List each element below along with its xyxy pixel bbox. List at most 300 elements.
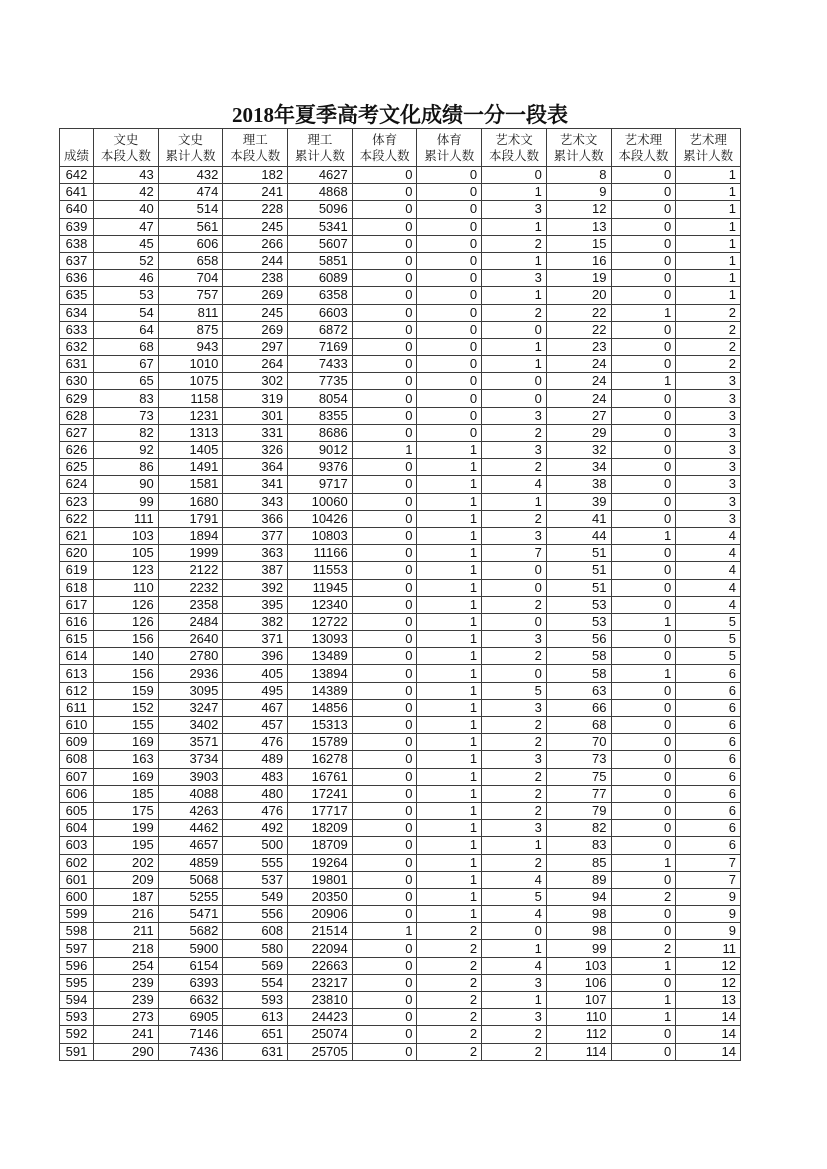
cell-value: 269 <box>223 321 288 338</box>
cell-value: 5682 <box>158 923 223 940</box>
cell-value: 556 <box>223 906 288 923</box>
cell-value: 47 <box>94 218 159 235</box>
cell-value: 6 <box>676 768 741 785</box>
cell-value: 2780 <box>158 648 223 665</box>
cell-value: 6 <box>676 682 741 699</box>
column-header-group-label: 理工 <box>242 132 268 147</box>
cell-value: 68 <box>94 338 159 355</box>
cell-value: 297 <box>223 338 288 355</box>
cell-value: 1 <box>611 373 676 390</box>
cell-value: 2 <box>482 459 547 476</box>
table-row <box>60 562 741 579</box>
cell-value: 5068 <box>158 871 223 888</box>
cell-value: 14389 <box>288 682 353 699</box>
score-distribution-table <box>59 128 741 1061</box>
cell-value: 382 <box>223 613 288 630</box>
cell-score: 595 <box>60 974 94 991</box>
cell-score: 637 <box>60 252 94 269</box>
cell-value: 6 <box>676 699 741 716</box>
cell-value: 363 <box>223 545 288 562</box>
cell-value: 0 <box>352 527 417 544</box>
cell-value: 1 <box>676 270 741 287</box>
cell-value: 2 <box>482 648 547 665</box>
cell-value: 0 <box>352 424 417 441</box>
cell-value: 7146 <box>158 1026 223 1043</box>
cell-value: 1 <box>676 287 741 304</box>
cell-score: 620 <box>60 545 94 562</box>
cell-value: 3095 <box>158 682 223 699</box>
cell-value: 3 <box>676 407 741 424</box>
cell-value: 70 <box>546 734 611 751</box>
cell-value: 19801 <box>288 871 353 888</box>
cell-value: 0 <box>417 373 482 390</box>
cell-score: 609 <box>60 734 94 751</box>
column-header-metric-label: 累计人数 <box>683 148 734 163</box>
cell-value: 1 <box>676 218 741 235</box>
cell-value: 1 <box>417 631 482 648</box>
cell-value: 22 <box>546 304 611 321</box>
cell-value: 1 <box>417 785 482 802</box>
table-row <box>60 184 741 201</box>
cell-value: 0 <box>611 235 676 252</box>
cell-value: 6 <box>676 802 741 819</box>
cell-score: 599 <box>60 906 94 923</box>
cell-value: 1 <box>611 1009 676 1026</box>
cell-value: 2 <box>676 338 741 355</box>
cell-value: 12340 <box>288 596 353 613</box>
cell-value: 0 <box>417 287 482 304</box>
cell-value: 608 <box>223 923 288 940</box>
cell-value: 1 <box>417 717 482 734</box>
cell-value: 302 <box>223 373 288 390</box>
table-row <box>60 545 741 562</box>
cell-value: 0 <box>611 252 676 269</box>
column-header-2 <box>158 129 223 167</box>
cell-value: 5607 <box>288 235 353 252</box>
table-row <box>60 1009 741 1026</box>
column-header-group-label: 文史 <box>178 132 204 147</box>
table-row <box>60 407 741 424</box>
cell-value: 0 <box>611 734 676 751</box>
cell-value: 0 <box>611 717 676 734</box>
table-row <box>60 287 741 304</box>
cell-value: 1 <box>482 252 547 269</box>
column-header-metric-label: 累计人数 <box>165 148 216 163</box>
cell-score: 605 <box>60 802 94 819</box>
cell-value: 2232 <box>158 579 223 596</box>
cell-value: 241 <box>94 1026 159 1043</box>
cell-value: 0 <box>352 957 417 974</box>
cell-value: 4 <box>676 562 741 579</box>
cell-value: 0 <box>417 184 482 201</box>
cell-value: 1 <box>611 527 676 544</box>
cell-value: 4 <box>676 527 741 544</box>
cell-value: 474 <box>158 184 223 201</box>
cell-value: 0 <box>352 321 417 338</box>
cell-value: 4263 <box>158 802 223 819</box>
cell-value: 52 <box>94 252 159 269</box>
cell-value: 0 <box>352 167 417 184</box>
table-row <box>60 665 741 682</box>
cell-value: 110 <box>546 1009 611 1026</box>
cell-value: 6632 <box>158 992 223 1009</box>
cell-value: 0 <box>352 562 417 579</box>
cell-value: 12 <box>676 957 741 974</box>
cell-value: 0 <box>611 579 676 596</box>
cell-value: 1491 <box>158 459 223 476</box>
cell-value: 195 <box>94 837 159 854</box>
cell-value: 6905 <box>158 1009 223 1026</box>
cell-value: 2 <box>417 992 482 1009</box>
cell-value: 6 <box>676 665 741 682</box>
cell-value: 4088 <box>158 785 223 802</box>
cell-value: 0 <box>611 459 676 476</box>
cell-value: 0 <box>482 373 547 390</box>
cell-score: 616 <box>60 613 94 630</box>
cell-value: 0 <box>352 820 417 837</box>
cell-value: 0 <box>417 390 482 407</box>
cell-value: 66 <box>546 699 611 716</box>
cell-value: 2 <box>482 734 547 751</box>
cell-value: 290 <box>94 1043 159 1060</box>
cell-value: 159 <box>94 682 159 699</box>
cell-value: 86 <box>94 459 159 476</box>
cell-value: 0 <box>611 682 676 699</box>
cell-score: 621 <box>60 527 94 544</box>
cell-value: 0 <box>611 699 676 716</box>
cell-value: 0 <box>611 493 676 510</box>
cell-value: 83 <box>546 837 611 854</box>
cell-value: 0 <box>611 871 676 888</box>
cell-value: 6603 <box>288 304 353 321</box>
cell-value: 38 <box>546 476 611 493</box>
cell-value: 1 <box>676 167 741 184</box>
cell-value: 1010 <box>158 356 223 373</box>
cell-value: 0 <box>352 768 417 785</box>
cell-value: 0 <box>352 682 417 699</box>
cell-value: 1581 <box>158 476 223 493</box>
cell-value: 53 <box>94 287 159 304</box>
cell-value: 23 <box>546 338 611 355</box>
column-header-group-label: 艺术文 <box>495 132 533 147</box>
cell-value: 7 <box>676 854 741 871</box>
table-row <box>60 424 741 441</box>
cell-value: 1 <box>482 493 547 510</box>
cell-value: 4 <box>676 596 741 613</box>
cell-value: 89 <box>546 871 611 888</box>
cell-value: 0 <box>611 906 676 923</box>
cell-value: 476 <box>223 802 288 819</box>
cell-value: 9376 <box>288 459 353 476</box>
column-header-8 <box>546 129 611 167</box>
cell-value: 0 <box>352 854 417 871</box>
column-header-group-label: 艺术理 <box>624 132 663 147</box>
cell-value: 34 <box>546 459 611 476</box>
cell-value: 0 <box>482 321 547 338</box>
cell-score: 629 <box>60 390 94 407</box>
column-header-10 <box>676 129 741 167</box>
cell-value: 187 <box>94 888 159 905</box>
cell-value: 0 <box>611 923 676 940</box>
cell-value: 5341 <box>288 218 353 235</box>
cell-value: 0 <box>352 545 417 562</box>
cell-value: 3 <box>482 270 547 287</box>
cell-value: 0 <box>611 631 676 648</box>
cell-value: 1 <box>417 734 482 751</box>
cell-value: 1 <box>482 837 547 854</box>
table-row <box>60 476 741 493</box>
cell-value: 457 <box>223 717 288 734</box>
cell-value: 0 <box>352 407 417 424</box>
cell-value: 364 <box>223 459 288 476</box>
cell-value: 3 <box>482 820 547 837</box>
cell-value: 0 <box>352 871 417 888</box>
cell-value: 64 <box>94 321 159 338</box>
table-row <box>60 734 741 751</box>
cell-value: 514 <box>158 201 223 218</box>
cell-value: 2484 <box>158 613 223 630</box>
cell-value: 0 <box>352 785 417 802</box>
cell-score: 610 <box>60 717 94 734</box>
cell-value: 1 <box>417 768 482 785</box>
cell-value: 13489 <box>288 648 353 665</box>
cell-score: 633 <box>60 321 94 338</box>
cell-value: 1 <box>417 510 482 527</box>
cell-value: 0 <box>352 235 417 252</box>
table-row <box>60 613 741 630</box>
cell-value: 0 <box>352 974 417 991</box>
cell-value: 0 <box>482 923 547 940</box>
cell-value: 211 <box>94 923 159 940</box>
cell-value: 156 <box>94 665 159 682</box>
cell-value: 492 <box>223 820 288 837</box>
cell-value: 1 <box>482 218 547 235</box>
cell-score: 624 <box>60 476 94 493</box>
cell-value: 241 <box>223 184 288 201</box>
column-header-group-label: 理工 <box>307 132 333 147</box>
cell-value: 17241 <box>288 785 353 802</box>
cell-value: 1405 <box>158 442 223 459</box>
cell-score: 619 <box>60 562 94 579</box>
cell-value: 1 <box>417 665 482 682</box>
cell-value: 6 <box>676 785 741 802</box>
table-row <box>60 270 741 287</box>
cell-value: 2 <box>417 957 482 974</box>
cell-value: 1 <box>417 802 482 819</box>
cell-value: 98 <box>546 906 611 923</box>
cell-value: 58 <box>546 665 611 682</box>
cell-value: 0 <box>611 510 676 527</box>
column-header-group-label: 艺术理 <box>689 132 727 147</box>
cell-value: 0 <box>352 1043 417 1060</box>
cell-score: 615 <box>60 631 94 648</box>
cell-score: 642 <box>60 167 94 184</box>
cell-value: 0 <box>352 734 417 751</box>
cell-score: 630 <box>60 373 94 390</box>
cell-value: 0 <box>611 1043 676 1060</box>
cell-value: 6154 <box>158 957 223 974</box>
cell-value: 12 <box>676 974 741 991</box>
cell-value: 0 <box>352 1009 417 1026</box>
table-row <box>60 1043 741 1060</box>
cell-value: 51 <box>546 579 611 596</box>
cell-value: 500 <box>223 837 288 854</box>
cell-score: 608 <box>60 751 94 768</box>
cell-value: 3247 <box>158 699 223 716</box>
cell-value: 3 <box>482 631 547 648</box>
cell-value: 0 <box>352 476 417 493</box>
cell-value: 82 <box>94 424 159 441</box>
cell-value: 73 <box>546 751 611 768</box>
table-row <box>60 373 741 390</box>
table-row <box>60 820 741 837</box>
cell-value: 8686 <box>288 424 353 441</box>
cell-value: 199 <box>94 820 159 837</box>
cell-value: 1 <box>417 493 482 510</box>
cell-value: 13 <box>676 992 741 1009</box>
cell-value: 943 <box>158 338 223 355</box>
cell-value: 1 <box>417 545 482 562</box>
cell-value: 4 <box>482 476 547 493</box>
table-row <box>60 579 741 596</box>
table-row <box>60 992 741 1009</box>
cell-value: 2122 <box>158 562 223 579</box>
cell-value: 4868 <box>288 184 353 201</box>
cell-value: 2 <box>417 974 482 991</box>
cell-value: 14 <box>676 1009 741 1026</box>
cell-score: 594 <box>60 992 94 1009</box>
cell-value: 1 <box>417 476 482 493</box>
cell-value: 22094 <box>288 940 353 957</box>
cell-value: 0 <box>611 424 676 441</box>
cell-value: 0 <box>352 992 417 1009</box>
cell-value: 0 <box>611 167 676 184</box>
cell-value: 9 <box>676 906 741 923</box>
cell-value: 90 <box>94 476 159 493</box>
cell-value: 266 <box>223 235 288 252</box>
cell-score: 632 <box>60 338 94 355</box>
cell-value: 1 <box>482 356 547 373</box>
cell-value: 56 <box>546 631 611 648</box>
cell-value: 0 <box>417 235 482 252</box>
cell-value: 29 <box>546 424 611 441</box>
cell-value: 319 <box>223 390 288 407</box>
cell-score: 638 <box>60 235 94 252</box>
cell-value: 4 <box>676 579 741 596</box>
table-row <box>60 167 741 184</box>
cell-value: 238 <box>223 270 288 287</box>
cell-value: 79 <box>546 802 611 819</box>
column-header-6 <box>417 129 482 167</box>
cell-value: 5900 <box>158 940 223 957</box>
cell-value: 156 <box>94 631 159 648</box>
cell-value: 1 <box>417 613 482 630</box>
cell-value: 301 <box>223 407 288 424</box>
column-header-score: 成绩 <box>60 129 94 167</box>
cell-value: 2 <box>482 768 547 785</box>
cell-value: 366 <box>223 510 288 527</box>
cell-value: 0 <box>482 167 547 184</box>
cell-value: 0 <box>482 613 547 630</box>
table-row <box>60 493 741 510</box>
cell-value: 13 <box>546 218 611 235</box>
cell-value: 15313 <box>288 717 353 734</box>
cell-score: 591 <box>60 1043 94 1060</box>
cell-value: 2640 <box>158 631 223 648</box>
cell-value: 0 <box>352 510 417 527</box>
cell-value: 0 <box>352 906 417 923</box>
cell-value: 7169 <box>288 338 353 355</box>
table-header <box>60 129 741 167</box>
cell-value: 16 <box>546 252 611 269</box>
cell-value: 6872 <box>288 321 353 338</box>
cell-value: 1 <box>417 906 482 923</box>
cell-value: 537 <box>223 871 288 888</box>
cell-value: 114 <box>546 1043 611 1060</box>
cell-value: 0 <box>352 287 417 304</box>
cell-value: 392 <box>223 579 288 596</box>
column-header-group-label: 体育 <box>436 132 462 147</box>
cell-value: 3 <box>482 974 547 991</box>
cell-score: 607 <box>60 768 94 785</box>
cell-value: 99 <box>94 493 159 510</box>
cell-value: 5096 <box>288 201 353 218</box>
cell-value: 0 <box>482 390 547 407</box>
cell-value: 1 <box>417 751 482 768</box>
cell-value: 99 <box>546 940 611 957</box>
column-header-metric-label: 累计人数 <box>294 148 345 163</box>
cell-score: 627 <box>60 424 94 441</box>
cell-value: 0 <box>611 407 676 424</box>
cell-value: 387 <box>223 562 288 579</box>
cell-value: 1075 <box>158 373 223 390</box>
cell-value: 3402 <box>158 717 223 734</box>
table-row <box>60 442 741 459</box>
cell-value: 561 <box>158 218 223 235</box>
cell-value: 0 <box>417 321 482 338</box>
cell-value: 94 <box>546 888 611 905</box>
cell-value: 1 <box>482 287 547 304</box>
cell-score: 611 <box>60 699 94 716</box>
cell-score: 625 <box>60 459 94 476</box>
cell-value: 245 <box>223 304 288 321</box>
cell-value: 0 <box>352 270 417 287</box>
cell-value: 0 <box>611 287 676 304</box>
cell-value: 73 <box>94 407 159 424</box>
cell-value: 1158 <box>158 390 223 407</box>
cell-value: 1 <box>417 888 482 905</box>
cell-value: 11553 <box>288 562 353 579</box>
cell-value: 1 <box>482 184 547 201</box>
cell-value: 0 <box>352 218 417 235</box>
cell-value: 476 <box>223 734 288 751</box>
cell-value: 9 <box>676 923 741 940</box>
cell-value: 6358 <box>288 287 353 304</box>
table-row <box>60 802 741 819</box>
cell-value: 20350 <box>288 888 353 905</box>
cell-value: 15789 <box>288 734 353 751</box>
cell-value: 43 <box>94 167 159 184</box>
cell-value: 0 <box>611 476 676 493</box>
column-header-group-label: 文史 <box>113 132 139 147</box>
cell-value: 9 <box>676 888 741 905</box>
cell-value: 0 <box>611 270 676 287</box>
table-row <box>60 390 741 407</box>
cell-value: 14 <box>676 1043 741 1060</box>
table-row <box>60 304 741 321</box>
cell-value: 3903 <box>158 768 223 785</box>
table-row <box>60 459 741 476</box>
